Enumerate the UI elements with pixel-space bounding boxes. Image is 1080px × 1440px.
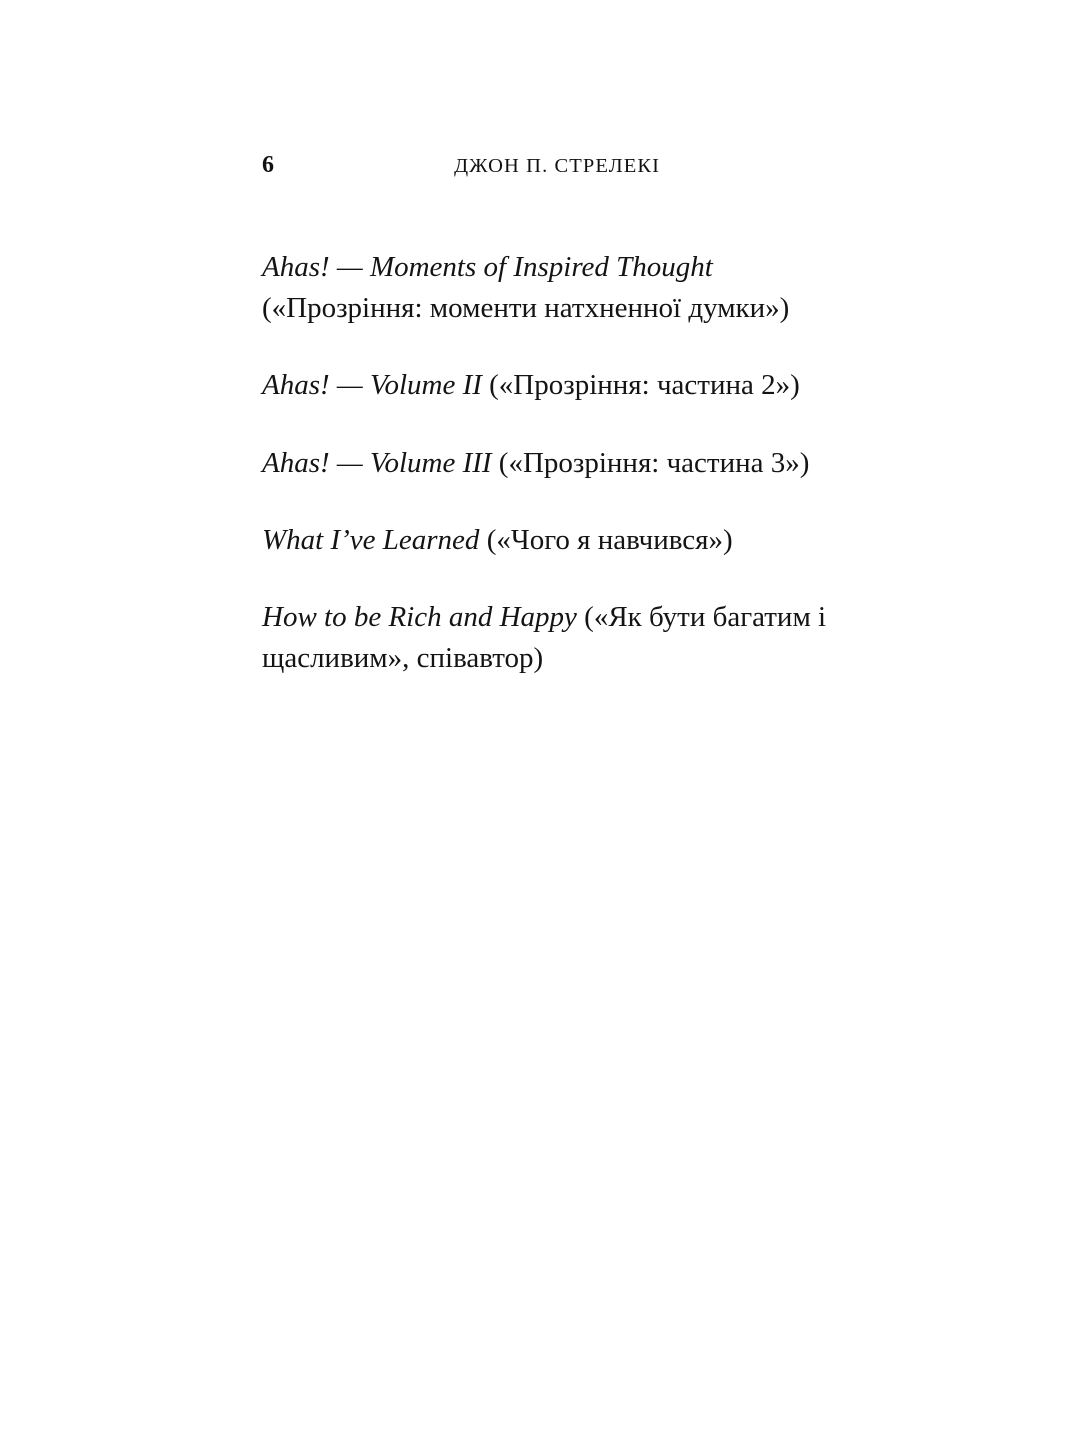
book-title-translated: («Прозріння: частина 2») bbox=[481, 369, 800, 402]
page-number: 6 bbox=[262, 152, 275, 178]
book-title-original: Ahas! — Volume II bbox=[262, 369, 482, 402]
list-item bbox=[262, 520, 862, 561]
book-title-original: How to be Rich and Happy bbox=[262, 600, 577, 633]
book-title-original: Ahas! — Moments of Inspired Thought bbox=[262, 251, 713, 283]
list-item bbox=[262, 365, 862, 406]
book-title-translated: («Як бути багатим і щасливим», співавтор) bbox=[262, 600, 827, 675]
list-item bbox=[262, 443, 862, 484]
running-header bbox=[262, 152, 848, 182]
list-item bbox=[262, 597, 862, 679]
running-head-author: ДЖОН П. СТРЕЛЕКІ bbox=[454, 155, 661, 177]
book-title-translated: («Прозріння: частина 3») bbox=[491, 446, 810, 479]
book-list bbox=[262, 218, 862, 679]
book-title-translated: («Чого я навчився») bbox=[479, 523, 733, 556]
book-title-original: Ahas! — Volume III bbox=[262, 446, 492, 479]
list-item bbox=[262, 247, 862, 329]
book-title-original: What I’ve Learned bbox=[262, 523, 480, 556]
book-title-translated: («Прозріння: моменти натхненної думки») bbox=[262, 292, 790, 325]
